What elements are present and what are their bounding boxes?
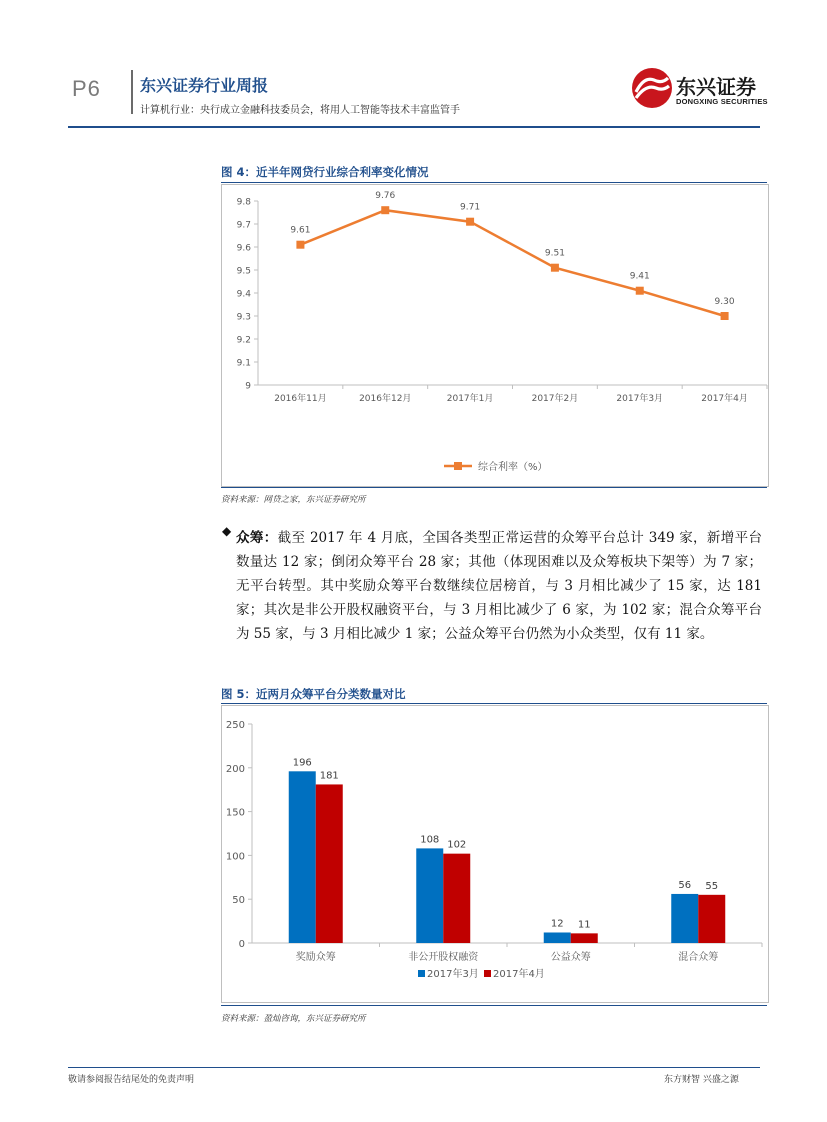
y-tick-label: 50	[232, 895, 245, 907]
page-number: P6	[72, 76, 101, 101]
logo-english-name: DONGXING SECURITIES	[676, 97, 768, 106]
y-tick-label: 0	[238, 939, 245, 950]
y-tick-label: 9.5	[236, 266, 251, 277]
legend-label: 综合利率（%）	[478, 462, 548, 473]
data-point	[466, 218, 474, 226]
crowdfunding-paragraph	[236, 526, 762, 646]
bar	[289, 771, 316, 943]
legend-label: 2017年4月	[493, 969, 545, 980]
legend-swatch	[484, 970, 491, 977]
legend-label: 2017年3月	[427, 969, 479, 980]
figure4-title: 图 4：近半年网贷行业综合利率变化情况	[221, 165, 429, 179]
data-label: 196	[292, 757, 312, 769]
figure5-title: 图 5：近两月众筹平台分类数量对比	[221, 687, 406, 701]
x-tick-label: 奖励众筹	[295, 952, 336, 963]
data-label: 11	[577, 919, 591, 931]
y-tick-label: 150	[225, 807, 245, 819]
data-point	[381, 206, 389, 214]
figure4-bottom-rule	[221, 487, 767, 488]
y-tick-label: 9	[245, 381, 251, 392]
data-point	[636, 287, 644, 295]
line-chart	[222, 185, 768, 486]
bar-chart	[222, 706, 768, 1002]
bar	[443, 854, 470, 943]
legend-marker	[454, 462, 462, 470]
logo-name: 东兴证券	[676, 75, 756, 99]
y-tick-label: 200	[225, 763, 245, 775]
figure5-bottom-rule	[221, 1005, 767, 1006]
x-tick-label: 2017年4月	[701, 394, 748, 404]
report-subtitle: 计算机行业：央行成立金融科技委员会，将用人工智能等技术丰富监管手	[140, 105, 460, 116]
y-tick-label: 9.1	[236, 358, 251, 369]
bar	[416, 848, 443, 943]
x-tick-label: 2016年12月	[359, 394, 412, 404]
paragraph-body: 截至 2017 年 4 月底，全国各类型正常运营的众筹平台总计 349 家，新增平台数量达 12 家；倒闭众筹平台 28 家；其他（体现困难以及众筹板块下架等）为 7 家；无平台转型。其中奖励众筹平台数继续位居榜首，与 3 月相比减少了 15 家，达 181 家；其次是非公开股权融资平台，与 3 月相比减少了 6 家，为 102 家；混合众筹平台为 55 家，与 3 月相比减少 1 家；公益众筹平台仍然为小众类型，仅有 11 家。	[236, 530, 762, 642]
y-tick-label: 100	[225, 851, 245, 863]
data-point	[296, 241, 304, 249]
data-label: 9.61	[290, 225, 311, 236]
bar	[544, 932, 571, 943]
data-label: 108	[420, 834, 440, 846]
y-tick-label: 9.2	[236, 335, 251, 346]
bar	[671, 894, 698, 943]
series-line	[300, 210, 724, 316]
figure4-source: 资料来源：网贷之家，东兴证券研究所	[221, 495, 366, 505]
data-point	[721, 312, 729, 320]
data-label: 12	[550, 918, 564, 930]
data-label: 181	[319, 770, 339, 782]
bar	[316, 784, 343, 943]
legend-swatch	[418, 970, 425, 977]
y-tick-label: 250	[225, 720, 245, 731]
footer-slogan: 东方财智 兴盛之源	[664, 1075, 739, 1085]
data-label: 55	[705, 880, 719, 892]
bar	[571, 933, 598, 943]
data-label: 9.51	[544, 248, 565, 259]
y-tick-label: 9.7	[236, 220, 251, 231]
y-tick-label: 9.6	[236, 243, 251, 254]
header-divider	[131, 70, 133, 114]
paragraph-bullet: ◆	[222, 524, 232, 538]
x-tick-label: 混合众筹	[678, 952, 719, 963]
x-tick-label: 公益众筹	[550, 952, 591, 963]
data-label: 9.30	[714, 297, 735, 307]
bar	[698, 895, 725, 943]
header-rule	[68, 126, 760, 128]
data-label: 9.76	[375, 191, 396, 202]
data-label: 56	[678, 879, 692, 891]
x-tick-label: 2017年2月	[531, 394, 579, 404]
figure4-title-rule	[221, 182, 767, 183]
y-tick-label: 9.4	[236, 289, 251, 300]
data-label: 9.71	[460, 202, 481, 213]
data-label: 102	[447, 839, 467, 851]
figure5-chart-box	[221, 705, 769, 1003]
x-tick-label: 2017年1月	[446, 394, 494, 404]
y-tick-label: 9.8	[236, 197, 251, 208]
y-tick-label: 9.3	[236, 312, 251, 323]
paragraph-lead: 众筹：	[236, 530, 278, 546]
x-tick-label: 2016年11月	[274, 394, 327, 404]
figure5-title-rule	[221, 703, 767, 704]
footer-disclaimer: 敬请参阅报告结尾处的免责声明	[68, 1075, 195, 1085]
figure4-chart-box	[221, 184, 769, 487]
figure5-source: 资料来源：盈灿咨询，东兴证券研究所	[221, 1014, 366, 1024]
x-tick-label: 2017年3月	[616, 394, 664, 404]
footer-rule	[68, 1067, 760, 1068]
report-title: 东兴证券行业周报	[140, 76, 269, 95]
data-point	[551, 264, 559, 272]
data-label: 9.41	[629, 271, 650, 282]
x-tick-label: 非公开股权融资	[408, 952, 479, 963]
